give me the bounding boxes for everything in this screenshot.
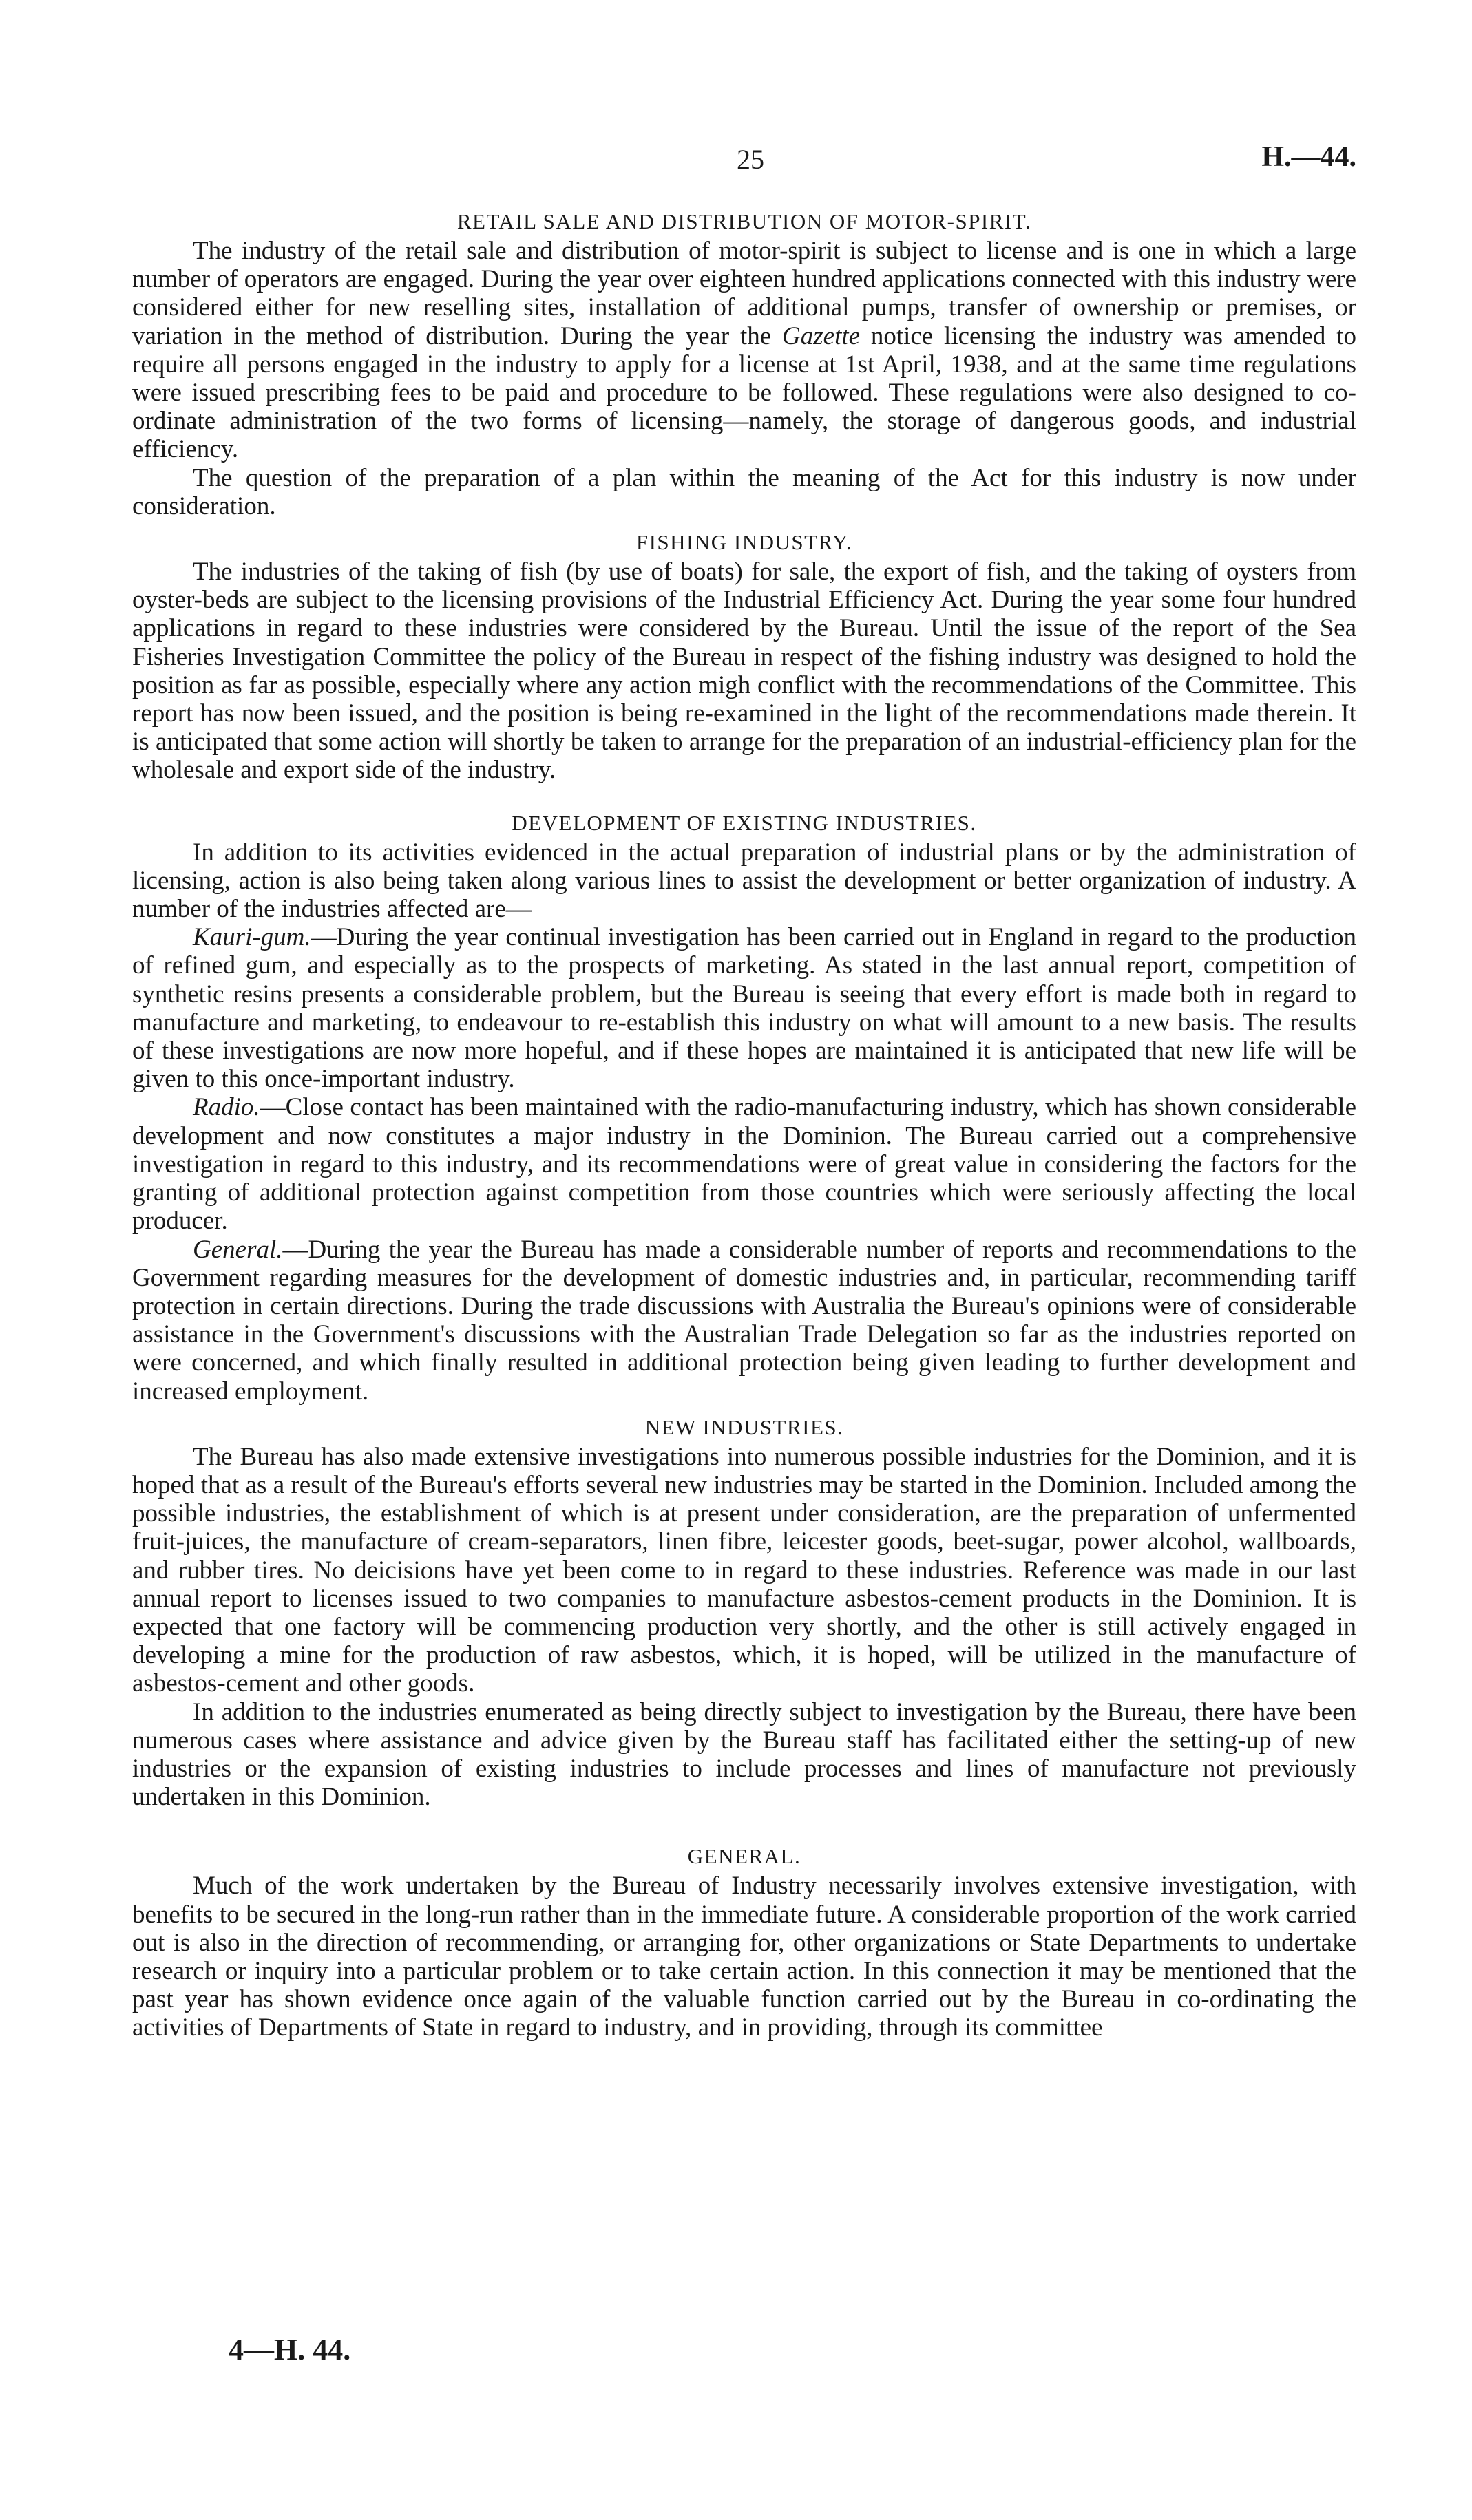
section-heading: NEW INDUSTRIES. [644, 1415, 844, 1439]
section-development-existing-industries [132, 808, 1356, 1406]
section-general [132, 1841, 1356, 2042]
lead-label: Radio. [193, 1093, 260, 1122]
page-number: 25 [737, 144, 764, 175]
paragraph: Much of the work undertaken by the Bureau of Industry necessarily involves extensive investigation, with benefits to be secured in the long-run rather than in the immediate future. A considerable proportion of the work carried out is also in the direction of recommending, or arranging for, other organizations or State Departments to undertake research or inquiry into a particular problem or to take certain action. In this connection it may be mentioned that the past year has shown evidence once again of the valuable function carried out by the Bureau in co-ordinating the activities of Departments of State in regard to industry, and in providing, through its committee [132, 1872, 1356, 2042]
spacer [132, 520, 1356, 527]
section-new-industries [132, 1412, 1356, 1812]
paragraph-general [132, 1236, 1356, 1406]
section-heading: DEVELOPMENT OF EXISTING INDUSTRIES. [512, 810, 977, 835]
paragraph-text: —During the year continual investigation has been carried out in England in regard to the production of refined gum, and especially as to the prospects of marketing. As stated in the last annual report, competition of synthetic resins presents a considerable problem, but the Bureau is seeing that every effort is made both in regard to manufacture and marketing, to endeavour to re-establish this industry on what will amount to a new basis. The results of these investigations are now more hopeful, and if these hopes are maintained it is anticipated that new life will be given to this once-important industry. [132, 923, 1356, 1094]
section-heading: FISHING INDUSTRY. [635, 530, 853, 555]
spacer [132, 1811, 1356, 1841]
lead-label: General. [193, 1235, 283, 1264]
paragraph [132, 237, 1356, 464]
paragraph-text: notice licensing the industry was amended to require all persons engaged in the industry to apply for a license at 1st April, 1938, and at the same time regulations were issued prescribing fees to be paid and procedure to be followed. These regulations were also designed to co-ordinate administration of the two forms of licensing—namely, the storage of dangerous goods, and industrial efficiency. [132, 321, 1356, 464]
spacer [132, 1406, 1356, 1412]
paragraph-text: —Close contact has been maintained with the radio-manufacturing industry, which has shown considerable development and now constitutes a major industry in the Dominion. The Bureau carried out a comprehensive investigation in regard to this industry, and its recommendations were of great value in considering the factors for the granting of additional protection against competition from those countries which were seriously affecting the local producer. [132, 1093, 1356, 1236]
document-reference: H.—44. [1261, 141, 1356, 173]
section-heading: GENERAL. [687, 1844, 801, 1869]
paragraph-text: —During the year the Bureau has made a considerable number of reports and recommendations to the Government regarding measures for the development of domestic industries and, in particular, recommending tariff protection in certain directions. During the trade discussions with Australia the Bureau's opinions were of considerable assistance in the Government's discussions with the Australian Trade Delegation so far as the industries reported on were concerned, and which finally resulted in additional protection being given leading to further development and increased employment. [132, 1235, 1356, 1406]
paragraph: The question of the preparation of a plan within the meaning of the Act for this industry is now under consideration. [132, 463, 1356, 520]
lead-label: Kauri-gum. [193, 923, 311, 952]
section-fishing-industry [132, 527, 1356, 785]
spacer [132, 785, 1356, 808]
gazette-italic: Gazette [782, 321, 861, 350]
paragraph: The industries of the taking of fish (by use of boats) for sale, the export of fish, and the taking of oysters from oyster-beds are subject to the licensing provisions of the Industrial Efficiency Act. During the year some four hundred applications in regard to these industries were considered by the Bureau. Until the issue of the report of the Sea Fisheries Investigation Committee the policy of the Bureau in respect of the fishing industry was designed to hold the position as far as possible, especially where any action migh conflict with the recommendations of the Committee. This report has now been issued, and the position is being re-examined in the light of the recommendations made therein. It is anticipated that some action will shortly be taken to arrange for the preparation of an industrial-efficiency plan for the wholesale and export side of the industry. [132, 558, 1356, 785]
paragraph-text: The industry of the retail sale and distribution of motor-spirit is subject to license and is one in which a large number of operators are engaged. During the year over eighteen hundred applications connected with this industry were considered either for new reselling sites, installation of additional pumps, transfer of ownership or premises, or variation in the method of distribution. During the year the [132, 237, 1356, 350]
body-text [132, 207, 1356, 2042]
paragraph-kauri-gum [132, 923, 1356, 1093]
section-heading: RETAIL SALE AND DISTRIBUTION OF MOTOR-SPIRIT. [456, 209, 1032, 233]
paragraph: In addition to its activities evidenced in the actual preparation of industrial plans or by the administration of licensing, action is also being taken along various lines to assist the development or better organization of industry. A number of the industries affected are— [132, 838, 1356, 924]
paragraph-radio [132, 1093, 1356, 1235]
section-retail-motor-spirit [132, 207, 1356, 520]
footer-signature-reference: 4—H. 44. [229, 2333, 351, 2367]
paragraph: In addition to the industries enumerated as being directly subject to investigation by the Bureau, there have been numerous cases where assistance and advice given by the Bureau staff has facilitated either the setting-up of new industries or the expansion of existing industries to include processes and lines of manufacture not previously undertaken in this Dominion. [132, 1697, 1356, 1812]
paragraph: The Bureau has also made extensive investigations into numerous possible industries for the Dominion, and it is hoped that as a result of the Bureau's efforts several new industries may be started in the Dominion. Included among the possible industries, the establishment of which is at present under consideration, are the preparation of unfermented fruit-juices, the manufacture of cream-separators, linen fibre, leicester goods, beet-sugar, power alcohol, wallboards, and rubber tires. No deicisions have yet been come to in regard to these industries. Reference was made in our last annual report to licenses issued to two companies to manufacture asbestos-cement products in the Dominion. It is expected that one factory will be commencing production very shortly, and the other is still actively engaged in developing a mine for the production of raw asbestos, which, it is hoped, will be utilized in the manufacture of asbestos-cement and other goods. [132, 1442, 1356, 1698]
